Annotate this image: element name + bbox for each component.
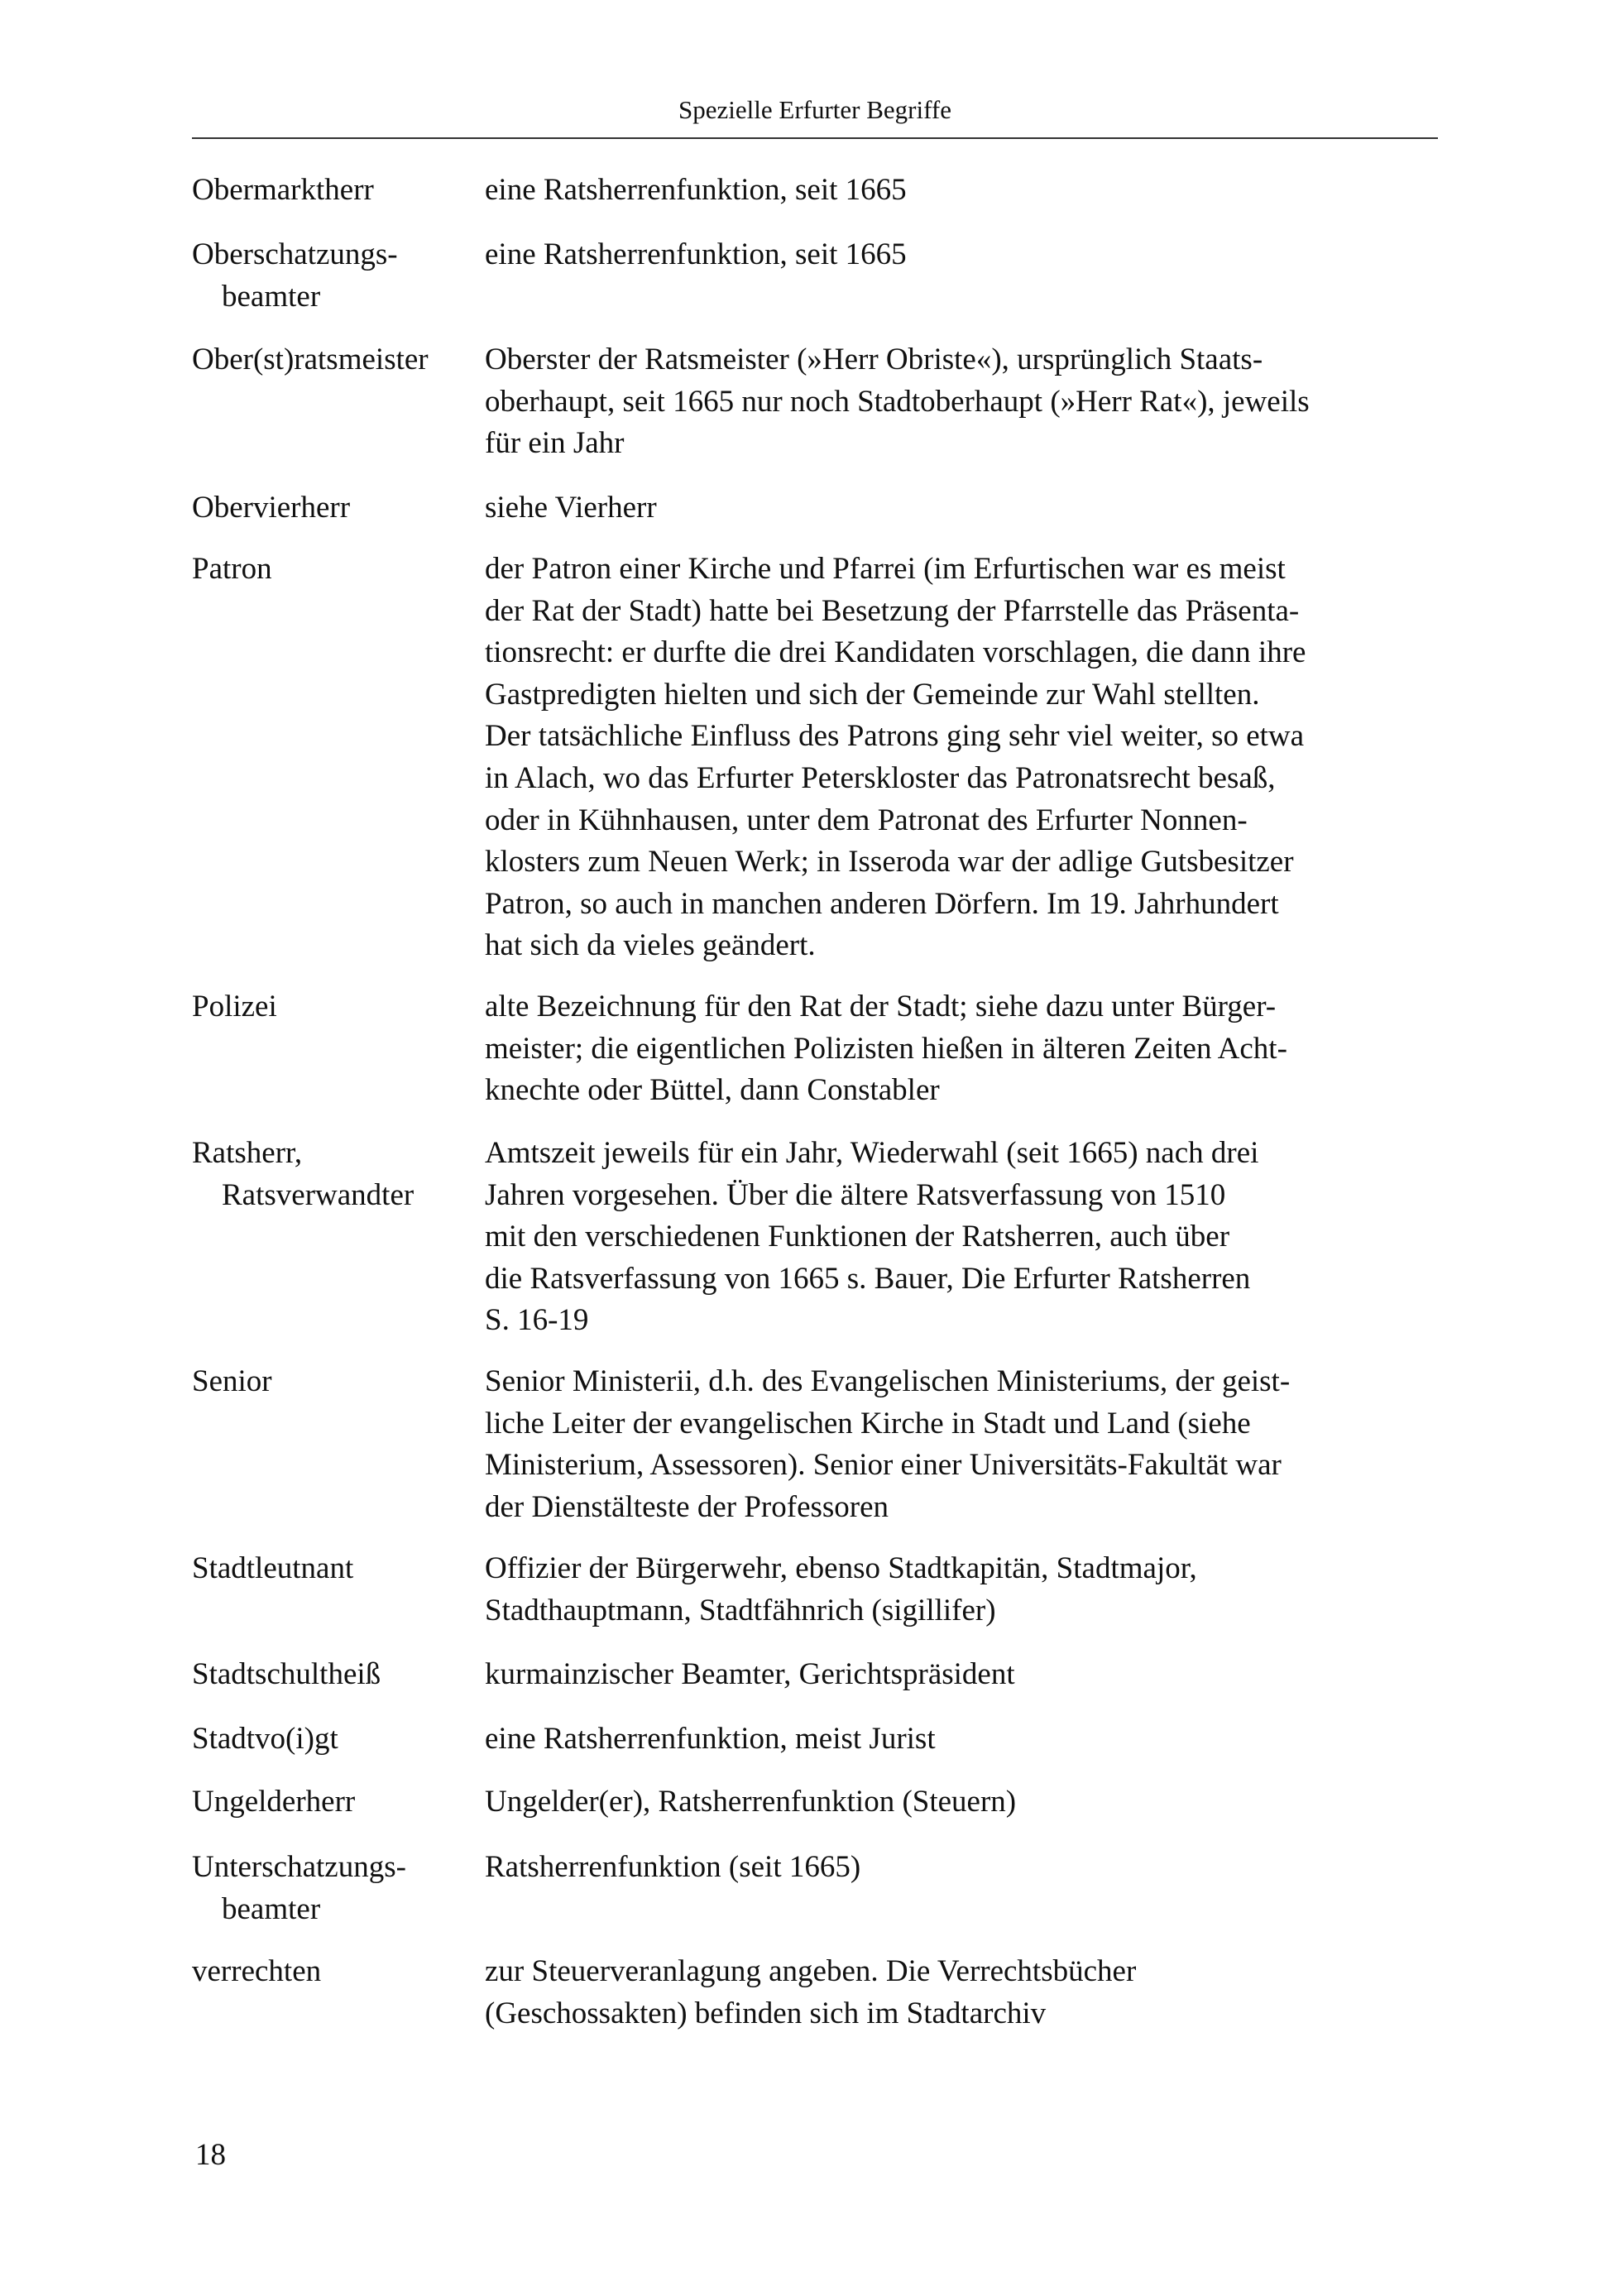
definition-line: der Rat der Stadt) hatte bei Besetzung der Pfarrstelle das Präsenta- — [485, 593, 1300, 628]
entry-term — [192, 1133, 482, 1216]
entry-term — [192, 234, 482, 318]
definition-line: zur Steuerveranlagung angeben. Die Verrechtsbücher — [485, 1954, 1137, 1988]
definition-line: Amtszeit jeweils für ein Jahr, Wiederwahl (seit 1665) nach drei — [485, 1136, 1259, 1170]
entry-term — [192, 170, 482, 212]
entry-definition — [485, 1548, 1197, 1632]
definition-line: der Dienstälteste der Professoren — [485, 1489, 889, 1524]
term-line: Ober(st)ratsmeister — [192, 343, 429, 376]
definition-line: Der tatsächliche Einfluss des Patrons ging sehr viel weiter, so etwa — [485, 719, 1305, 754]
definition-line: meister; die eigentlichen Polizisten hießen in älteren Zeiten Acht- — [485, 1031, 1287, 1066]
definition-line: in Alach, wo das Erfurter Peterskloster das Patronatsrecht besaß, — [485, 760, 1276, 795]
definition-line: oberhaupt, seit 1665 nur noch Stadtoberhaupt (»Herr Rat«), jeweils — [485, 384, 1310, 419]
term-line: beamter — [222, 1891, 321, 1926]
definition-line: mit den verschiedenen Funktionen der Ratsherren, auch über — [485, 1220, 1230, 1254]
definition-line: Senior Ministerii, d.h. des Evangelischen Ministeriums, der geist- — [485, 1364, 1291, 1398]
term-line: Patron — [192, 552, 272, 586]
definition-line: S. 16-19 — [485, 1303, 589, 1338]
running-header: Spezielle Erfurter Begriffe — [678, 95, 951, 124]
entry-definition — [485, 1951, 1136, 2035]
definition-line: Ratsherrenfunktion (seit 1665) — [485, 1850, 861, 1884]
entry-definition — [485, 1133, 1258, 1342]
term-line: Ratsverwandter — [222, 1177, 414, 1212]
term-line: Oberschatzungs- — [192, 237, 398, 271]
term-line: Senior — [192, 1364, 272, 1398]
term-line: verrechten — [192, 1954, 322, 1988]
definition-line: die Ratsverfassung von 1665 s. Bauer, Die Erfurter Ratsherren — [485, 1261, 1251, 1296]
entry-definition — [485, 986, 1287, 1112]
entry-definition — [485, 1718, 936, 1761]
definition-line: Oberster der Ratsmeister (»Herr Obriste«), ursprünglich Staats- — [485, 343, 1263, 376]
entry-definition — [485, 170, 907, 212]
definition-line: kurmainzischer Beamter, Gerichtspräsident — [485, 1657, 1015, 1691]
definition-line: Ungelder(er), Ratsherrenfunktion (Steuern) — [485, 1785, 1017, 1819]
entry-definition — [485, 1654, 1015, 1696]
definition-line: (Geschossakten) befinden sich im Stadtarchiv — [485, 1996, 1047, 2030]
definition-line: eine Ratsherrenfunktion, seit 1665 — [485, 173, 907, 207]
definition-line: klosters zum Neuen Werk; in Isseroda war der adlige Gutsbesitzer — [485, 845, 1294, 880]
entry-definition — [485, 549, 1306, 967]
entry-term — [192, 549, 482, 591]
definition-line: für ein Jahr — [485, 426, 625, 461]
term-line: Ratsherr, — [192, 1136, 303, 1170]
entry-definition — [485, 339, 1310, 465]
entry-term — [192, 1847, 482, 1930]
definition-line: tionsrecht: er durfte die drei Kandidaten vorschlagen, die dann ihre — [485, 635, 1306, 670]
term-line: Stadtschultheiß — [192, 1657, 381, 1691]
entry-term — [192, 1361, 482, 1403]
definition-line: oder in Kühnhausen, unter dem Patronat des Erfurter Nonnen- — [485, 803, 1248, 837]
term-line: Obervierherr — [192, 491, 351, 525]
entry-definition — [485, 1847, 860, 1889]
definition-line: Stadthauptmann, Stadtfähnrich (sigillifer) — [485, 1593, 996, 1627]
definition-line: hat sich da vieles geändert. — [485, 928, 816, 963]
entry-term — [192, 1718, 482, 1761]
term-line: Stadtleutnant — [192, 1551, 354, 1585]
entry-term — [192, 1781, 482, 1824]
definition-line: liche Leiter der evangelischen Kirche in Stadt und Land (siehe — [485, 1406, 1251, 1440]
definition-line: alte Bezeichnung für den Rat der Stadt; siehe dazu unter Bürger- — [485, 990, 1277, 1023]
term-line: Stadtvo(i)gt — [192, 1722, 338, 1756]
term-line: Obermarktherr — [192, 173, 374, 207]
term-line: Polizei — [192, 990, 277, 1023]
entry-definition — [485, 1361, 1290, 1528]
definition-line: der Patron einer Kirche und Pfarrei (im Erfurtischen war es meist — [485, 552, 1286, 586]
page-number: 18 — [195, 2138, 226, 2172]
entry-term — [192, 339, 482, 381]
definition-line: siehe Vierherr — [485, 491, 657, 525]
entry-term — [192, 1951, 482, 1993]
header-rule — [192, 137, 1438, 139]
entry-definition — [485, 234, 907, 276]
term-line: Ungelderherr — [192, 1785, 356, 1819]
definition-line: Ministerium, Assessoren). Senior einer Universitäts-Fakultät war — [485, 1448, 1282, 1483]
definition-line: Jahren vorgesehen. Über die ältere Ratsverfassung von 1510 — [485, 1177, 1226, 1212]
definition-line: eine Ratsherrenfunktion, seit 1665 — [485, 237, 907, 271]
entry-term — [192, 1654, 482, 1696]
entry-definition — [485, 487, 657, 530]
definition-line: eine Ratsherrenfunktion, meist Jurist — [485, 1722, 936, 1756]
definition-line: knechte oder Büttel, dann Constabler — [485, 1073, 940, 1108]
entry-term — [192, 986, 482, 1028]
entry-term — [192, 1548, 482, 1590]
entry-term — [192, 487, 482, 530]
definition-line: Offizier der Bürgerwehr, ebenso Stadtkapitän, Stadtmajor, — [485, 1551, 1197, 1585]
entry-definition — [485, 1781, 1016, 1824]
definition-line: Gastpredigten hielten und sich der Gemeinde zur Wahl stellten. — [485, 677, 1260, 712]
term-line: Unterschatzungs- — [192, 1850, 406, 1884]
definition-line: Patron, so auch in manchen anderen Dörfern. Im 19. Jahrhundert — [485, 886, 1279, 921]
term-line: beamter — [222, 279, 321, 314]
